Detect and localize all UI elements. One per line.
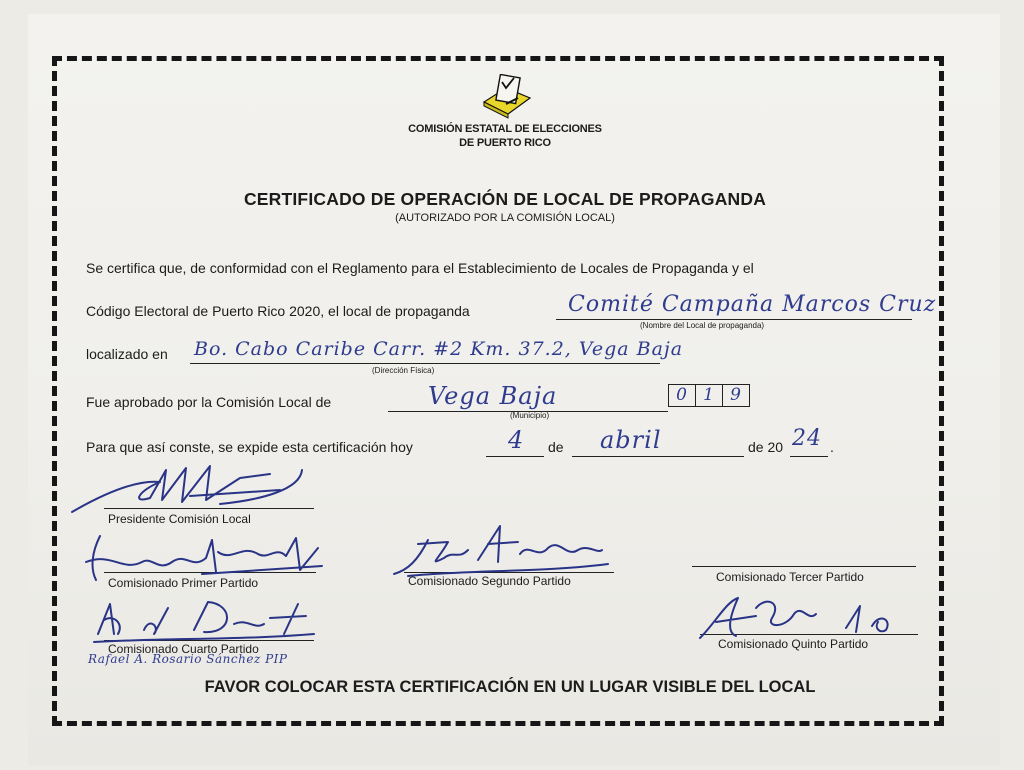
municipality-code-boxes bbox=[668, 384, 750, 407]
fifth-party-signature bbox=[696, 592, 906, 647]
fourth-party-label: Comisionado Cuarto Partido bbox=[108, 642, 259, 656]
fifth-party-label: Comisionado Quinto Partido bbox=[718, 637, 869, 651]
de-label: de bbox=[548, 439, 564, 455]
address-caption: (Dirección Física) bbox=[372, 366, 435, 375]
code-digit-3: 9 bbox=[730, 385, 742, 405]
municipality-field: Vega Baja bbox=[428, 382, 558, 410]
location-label: localizado en bbox=[86, 346, 168, 362]
second-party-label: Comisionado Segundo Partido bbox=[408, 574, 571, 588]
cee-logo-icon bbox=[476, 74, 536, 124]
address-line bbox=[190, 362, 660, 364]
year-prefix: de 20 bbox=[748, 439, 784, 455]
local-name-field: Comité Campaña Marcos Cruz bbox=[568, 292, 937, 317]
certification-line-1: Se certifica que, de conformidad con el Reglamento para el Establecimiento de Locales de Propaganda y el bbox=[86, 260, 754, 276]
local-name-caption: (Nombre del Local de propaganda) bbox=[640, 321, 765, 330]
date-label: Para que así conste, se expide esta certificación hoy bbox=[86, 439, 413, 455]
org-line-2: DE PUERTO RICO bbox=[459, 137, 551, 149]
fourth-party-signature bbox=[84, 594, 324, 649]
organization-name bbox=[400, 122, 610, 150]
address-field: Bo. Cabo Caribe Carr. #2 Km. 37.2, Vega Baja bbox=[194, 338, 684, 360]
fourth-party-printed-name: Rafael A. Rosario Sánchez PIP bbox=[88, 652, 288, 666]
local-name-line bbox=[556, 318, 912, 320]
third-party-signature-line bbox=[692, 566, 916, 567]
month-line bbox=[572, 455, 744, 457]
approval-label: Fue aprobado por la Comisión Local de bbox=[86, 394, 332, 410]
year-period: . bbox=[830, 439, 834, 455]
second-party-signature bbox=[388, 520, 618, 580]
month-field: abril bbox=[600, 426, 662, 454]
document-title: CERTIFICADO DE OPERACIÓN DE LOCAL DE PROPAGANDA bbox=[243, 189, 767, 209]
footer-notice: FAVOR COLOCAR ESTA CERTIFICACIÓN EN UN LUGAR VISIBLE DEL LOCAL bbox=[204, 678, 816, 696]
president-signature bbox=[70, 460, 310, 520]
first-party-signature bbox=[82, 532, 332, 587]
year-field: 24 bbox=[792, 426, 822, 451]
third-party-label: Comisionado Tercer Partido bbox=[716, 570, 864, 584]
certification-line-2: Código Electoral de Puerto Rico 2020, el local de propaganda bbox=[86, 303, 470, 319]
day-field: 4 bbox=[508, 426, 525, 454]
day-line bbox=[486, 455, 544, 457]
president-label: Presidente Comisión Local bbox=[108, 512, 251, 526]
org-line-1: COMISIÓN ESTATAL DE ELECCIONES bbox=[408, 123, 602, 135]
first-party-label: Comisionado Primer Partido bbox=[108, 576, 259, 590]
municipality-caption: (Municipio) bbox=[510, 411, 550, 420]
document-subtitle: (AUTORIZADO POR LA COMISIÓN LOCAL) bbox=[395, 212, 615, 224]
year-line bbox=[790, 455, 828, 457]
code-digit-2: 1 bbox=[696, 385, 723, 406]
code-digit-1: 0 bbox=[669, 385, 696, 406]
